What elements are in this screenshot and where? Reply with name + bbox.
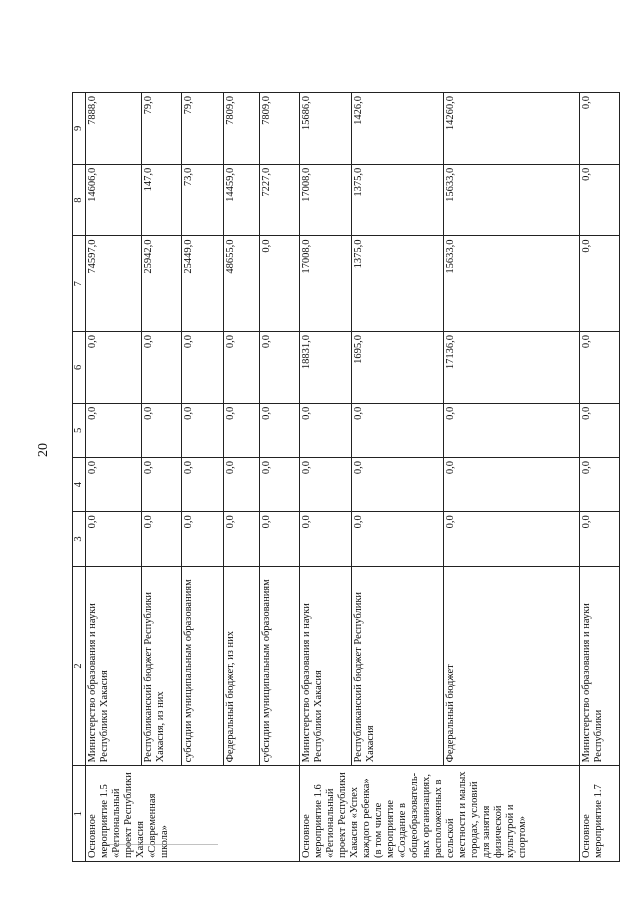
value-cell: 0,0 xyxy=(142,332,182,404)
rotated-table-container xyxy=(72,92,604,862)
funding-source: субсидии муниципальным образованиям xyxy=(260,566,300,766)
column-header: 5 xyxy=(73,403,86,457)
value-cell: 7227,0 xyxy=(260,164,300,236)
table-row xyxy=(300,93,352,862)
value-cell: 0,0 xyxy=(580,457,620,511)
value-cell: 0,0 xyxy=(182,512,224,566)
table-row xyxy=(352,93,444,862)
value-cell: 0,0 xyxy=(182,457,224,511)
value-cell: 15633,0 xyxy=(444,164,580,236)
value-cell: 0,0 xyxy=(86,457,142,511)
value-cell: 18831,0 xyxy=(300,332,352,404)
value-cell: 79,0 xyxy=(142,93,182,165)
value-cell: 0,0 xyxy=(86,403,142,457)
value-cell: 73,0 xyxy=(182,164,224,236)
value-cell: 0,0 xyxy=(260,457,300,511)
measure-name: Основное мероприятие 1.6 «Региональный проект Республики Хакасия «Успех каждого ребенка» (в том числе мероприятие «Создание в общеобразователь-ных организациях, расположенных в сельской местности и малых городах, условий для занятия физической культурой и спортом» xyxy=(300,766,580,862)
value-cell: 7888,0 xyxy=(86,93,142,165)
value-cell: 0,0 xyxy=(580,332,620,404)
value-cell: 48655,0 xyxy=(224,236,260,332)
value-cell: 0,0 xyxy=(580,512,620,566)
table-row xyxy=(182,93,224,862)
table-row xyxy=(224,93,260,862)
measure-name: Основное мероприятие 1.5 «Региональный проект Республики Хакасия «Современная школа» xyxy=(86,766,300,862)
column-header: 6 xyxy=(73,332,86,404)
value-cell: 17008,0 xyxy=(300,236,352,332)
value-cell: 1375,0 xyxy=(352,164,444,236)
table-row xyxy=(444,93,580,862)
value-cell: 0,0 xyxy=(444,403,580,457)
value-cell: 0,0 xyxy=(444,512,580,566)
value-cell: 0,0 xyxy=(260,403,300,457)
column-header: 1 xyxy=(73,766,86,862)
value-cell: 74597,0 xyxy=(86,236,142,332)
value-cell: 14606,0 xyxy=(86,164,142,236)
value-cell: 0,0 xyxy=(224,332,260,404)
value-cell: 25449,0 xyxy=(182,236,224,332)
value-cell: 0,0 xyxy=(300,457,352,511)
value-cell: 0,0 xyxy=(444,457,580,511)
table-row xyxy=(260,93,300,862)
funding-source: Республиканский бюджет Республики Хакасия, из них xyxy=(142,566,182,766)
value-cell: 147,0 xyxy=(142,164,182,236)
column-header: 4 xyxy=(73,457,86,511)
funding-source: Министерство образования и науки Республики Хакасия xyxy=(86,566,142,766)
value-cell: 0,0 xyxy=(260,332,300,404)
value-cell: 1695,0 xyxy=(352,332,444,404)
value-cell: 1426,0 xyxy=(352,93,444,165)
value-cell: 0,0 xyxy=(580,93,620,165)
value-cell: 17136,0 xyxy=(444,332,580,404)
page-number: 20 xyxy=(36,443,51,457)
measure-name: Основное мероприятие 1.7 xyxy=(580,766,620,862)
table-row xyxy=(142,93,182,862)
column-header: 7 xyxy=(73,236,86,332)
value-cell: 79,0 xyxy=(182,93,224,165)
scan-artifact xyxy=(102,824,218,845)
column-header: 2 xyxy=(73,566,86,766)
value-cell: 1375,0 xyxy=(352,236,444,332)
value-cell: 15686,0 xyxy=(300,93,352,165)
value-cell: 0,0 xyxy=(142,457,182,511)
value-cell: 0,0 xyxy=(86,512,142,566)
value-cell: 0,0 xyxy=(352,512,444,566)
budget-table xyxy=(72,92,620,862)
value-cell: 0,0 xyxy=(260,236,300,332)
value-cell: 0,0 xyxy=(352,457,444,511)
funding-source: Республиканский бюджет Республики Хакасия xyxy=(352,566,444,766)
value-cell: 0,0 xyxy=(142,512,182,566)
value-cell: 0,0 xyxy=(142,403,182,457)
funding-source: Федеральный бюджет, из них xyxy=(224,566,260,766)
value-cell: 14260,0 xyxy=(444,93,580,165)
column-header: 3 xyxy=(73,512,86,566)
value-cell: 0,0 xyxy=(182,332,224,404)
table-row xyxy=(580,93,620,862)
value-cell: 0,0 xyxy=(580,164,620,236)
value-cell: 0,0 xyxy=(260,512,300,566)
value-cell: 7809,0 xyxy=(260,93,300,165)
value-cell: 0,0 xyxy=(224,403,260,457)
value-cell: 0,0 xyxy=(580,403,620,457)
value-cell: 0,0 xyxy=(352,403,444,457)
value-cell: 0,0 xyxy=(182,403,224,457)
table-row xyxy=(86,93,142,862)
value-cell: 17008,0 xyxy=(300,164,352,236)
value-cell: 15633,0 xyxy=(444,236,580,332)
value-cell: 7809,0 xyxy=(224,93,260,165)
funding-source: Министерство образования и науки Республики Хакасия xyxy=(300,566,352,766)
column-header: 9 xyxy=(73,93,86,165)
funding-source: субсидии муниципальным образованиям xyxy=(182,566,224,766)
column-header: 8 xyxy=(73,164,86,236)
value-cell: 14459,0 xyxy=(224,164,260,236)
value-cell: 0,0 xyxy=(300,512,352,566)
value-cell: 25942,0 xyxy=(142,236,182,332)
funding-source: Министерство образования и науки Республики xyxy=(580,566,620,766)
value-cell: 0,0 xyxy=(300,403,352,457)
value-cell: 0,0 xyxy=(224,457,260,511)
funding-source: Федеральный бюджет xyxy=(444,566,580,766)
value-cell: 0,0 xyxy=(86,332,142,404)
value-cell: 0,0 xyxy=(580,236,620,332)
header-row xyxy=(73,93,86,862)
value-cell: 0,0 xyxy=(224,512,260,566)
